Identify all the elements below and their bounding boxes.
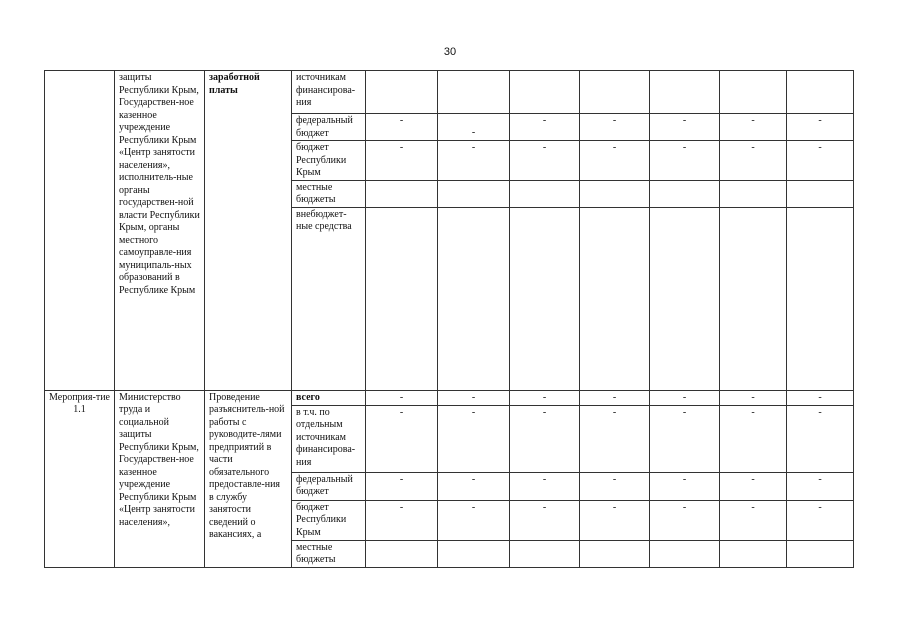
value-cell: - (510, 500, 580, 540)
value-cell (366, 71, 438, 114)
value-text: - (471, 127, 476, 138)
value-cell: - (580, 500, 650, 540)
value-cell: - (366, 390, 438, 405)
value-cell: - (650, 114, 720, 141)
value-cell: - (580, 141, 650, 181)
value-cell: - (580, 114, 650, 141)
executor-cell (115, 390, 205, 567)
measure-label-cell (45, 390, 115, 567)
funding-table (44, 70, 854, 568)
value-cell (650, 71, 720, 114)
value-cell: - (510, 390, 580, 405)
value-cell: - (438, 472, 510, 500)
value-cell (650, 180, 720, 207)
value-cell (720, 180, 787, 207)
value-cell: - (787, 390, 854, 405)
value-cell: - (366, 472, 438, 500)
value-cell: - (366, 114, 438, 141)
executor-text: защиты Республики Крым, Государствен-ное казенное учреждение Республики Крым «Центр занятости населения», исполнитель-ные органы государствен-ной власти Республики Крым, органы местного самоуправле-ния муниципаль-ных образований в Республике Крым (119, 72, 200, 296)
value-cell (510, 540, 580, 567)
value-cell (787, 180, 854, 207)
value-cell: - (720, 141, 787, 181)
value-cell: - (720, 390, 787, 405)
measure-name-text: Проведение разъяснитель-ной работы с руководите-лями предприятий в части обязательного предоставле-ния в службу занятости сведений о вакансиях, а (209, 391, 285, 540)
source-cell (292, 390, 366, 405)
source-cell (292, 540, 366, 567)
value-cell (438, 540, 510, 567)
value-cell (438, 114, 510, 141)
value-cell (438, 207, 510, 390)
source-cell (292, 405, 366, 472)
source-cell (292, 114, 366, 141)
source-text: бюджет Республики Крым (296, 501, 347, 538)
value-cell: - (720, 472, 787, 500)
value-cell (787, 540, 854, 567)
source-cell (292, 141, 366, 181)
value-cell: - (787, 141, 854, 181)
value-cell (366, 180, 438, 207)
source-cell (292, 207, 366, 390)
value-cell (650, 540, 720, 567)
value-cell: - (720, 500, 787, 540)
value-cell: - (366, 405, 438, 472)
table-row (45, 71, 854, 114)
measure-label-cell (45, 71, 115, 391)
value-cell: - (510, 405, 580, 472)
source-cell (292, 472, 366, 500)
executor-text: Министерство труда и социальной защиты Республики Крым, Государствен-ное казенное учреждение Республики Крым «Центр занятости населения», (119, 391, 199, 528)
value-cell: - (580, 390, 650, 405)
value-cell: - (720, 405, 787, 472)
executor-cell (115, 71, 205, 391)
source-text: бюджет Республики Крым (296, 142, 347, 178)
value-cell: - (366, 141, 438, 181)
source-text: местные бюджеты (296, 541, 336, 565)
value-cell (580, 540, 650, 567)
measure-name-cell (205, 71, 292, 391)
value-cell: - (510, 141, 580, 181)
source-text: источникам финансирова-ния (296, 72, 356, 108)
measure-name-cell (205, 390, 292, 567)
value-cell: - (787, 405, 854, 472)
value-cell: - (510, 472, 580, 500)
measure-label-text: Мероприя-тие 1.1 (49, 391, 110, 415)
source-cell (292, 500, 366, 540)
value-cell: - (787, 500, 854, 540)
measure-name-text: заработной платы (209, 72, 260, 96)
value-cell: - (650, 500, 720, 540)
source-text: внебюджет-ные средства (296, 208, 352, 232)
value-cell: - (366, 500, 438, 540)
value-cell (366, 207, 438, 390)
value-cell: - (580, 405, 650, 472)
value-cell: - (438, 390, 510, 405)
value-cell (510, 207, 580, 390)
value-cell: - (787, 472, 854, 500)
value-cell: - (438, 141, 510, 181)
value-cell (580, 180, 650, 207)
value-cell (720, 71, 787, 114)
value-cell: - (650, 405, 720, 472)
table-row (45, 390, 854, 405)
value-cell: - (787, 114, 854, 141)
value-cell: - (580, 472, 650, 500)
source-text: всего (296, 391, 320, 403)
value-cell: - (650, 141, 720, 181)
value-cell (650, 207, 720, 390)
value-cell (510, 180, 580, 207)
value-cell: - (720, 114, 787, 141)
value-cell (720, 207, 787, 390)
source-cell (292, 180, 366, 207)
value-cell: - (650, 390, 720, 405)
value-cell: - (510, 114, 580, 141)
source-text: в т.ч. по отдельным источникам финансирова-ния (296, 406, 356, 468)
value-cell: - (438, 500, 510, 540)
value-cell (366, 540, 438, 567)
source-cell (292, 71, 366, 114)
value-cell (787, 71, 854, 114)
value-cell (438, 71, 510, 114)
value-cell (510, 71, 580, 114)
source-text: федеральный бюджет (296, 473, 353, 497)
value-cell: - (650, 472, 720, 500)
page-number: 30 (443, 46, 457, 58)
value-cell (787, 207, 854, 390)
value-cell (580, 207, 650, 390)
value-cell: - (438, 405, 510, 472)
source-text: местные бюджеты (296, 181, 336, 205)
source-text: федеральный бюджет (296, 115, 353, 139)
value-cell (720, 540, 787, 567)
value-cell (438, 180, 510, 207)
value-cell (580, 71, 650, 114)
